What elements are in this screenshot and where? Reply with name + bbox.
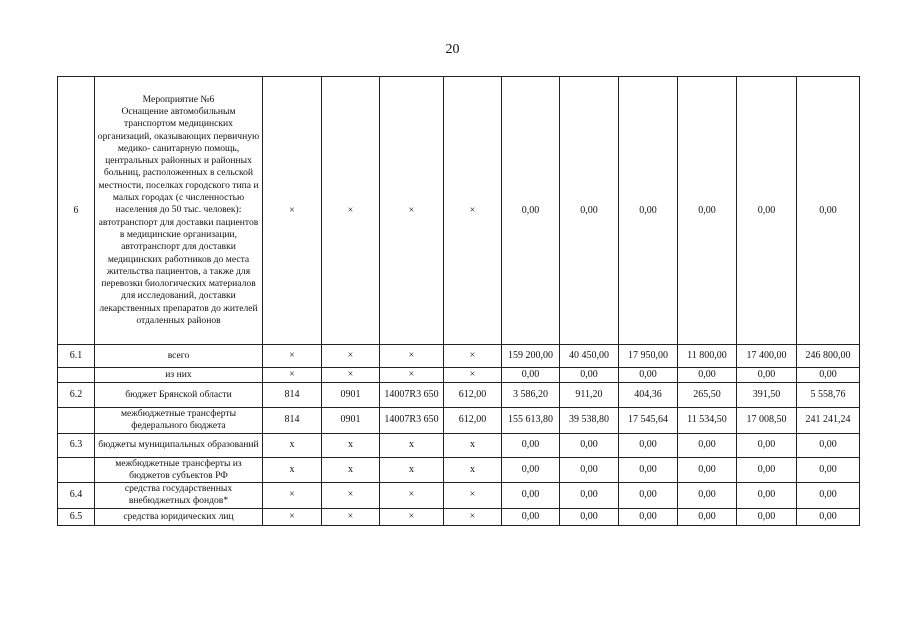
value-cell-total: 5 558,76	[797, 383, 860, 408]
table-row	[58, 368, 860, 383]
value-cell-y2022: 0,00	[678, 483, 737, 509]
value-cell-csr: ×	[380, 77, 444, 345]
row-number-cell: 6.5	[58, 508, 95, 525]
value-cell-y2023: 17 008,50	[737, 408, 797, 434]
value-cell-y2021: 0,00	[619, 433, 678, 457]
value-cell-y2022: 0,00	[678, 457, 737, 483]
value-cell-rz_pr: ×	[322, 483, 380, 509]
value-cell-csr: ×	[380, 508, 444, 525]
value-cell-grbs: х	[263, 433, 322, 457]
value-cell-total: 0,00	[797, 433, 860, 457]
value-cell-rz_pr: 0901	[322, 408, 380, 434]
table-row	[58, 345, 860, 368]
value-cell-vr: 612,00	[444, 408, 502, 434]
row-number-cell: 6.3	[58, 433, 95, 457]
value-cell-total: 0,00	[797, 483, 860, 509]
value-cell-grbs: ×	[263, 345, 322, 368]
value-cell-vr: 612,00	[444, 383, 502, 408]
value-cell-vr: ×	[444, 345, 502, 368]
table-row	[58, 508, 860, 525]
value-cell-csr: х	[380, 433, 444, 457]
value-cell-y2022: 0,00	[678, 368, 737, 383]
value-cell-vr: х	[444, 457, 502, 483]
value-cell-y2023: 0,00	[737, 508, 797, 525]
table-row	[58, 433, 860, 457]
value-cell-y2021: 404,36	[619, 383, 678, 408]
row-number-cell: 6.4	[58, 483, 95, 509]
value-cell-y2020: 0,00	[560, 457, 619, 483]
value-cell-csr: ×	[380, 368, 444, 383]
row-number-cell	[58, 368, 95, 383]
value-cell-y2021: 0,00	[619, 483, 678, 509]
value-cell-y2019: 0,00	[502, 77, 560, 345]
table-row	[58, 483, 860, 509]
row-name-cell: Мероприятие №6 Оснащение автомобильным транспортом медицинских организаций, оказывающих первичную медико- санитарную помощь, центральных районных и районных больниц, расположенных в сельской местности, поселках городского типа и малых городах (с численностью населения до 50 тыс. человек): автотранспорт для доставки пациентов в медицинские организации, автотранспорт для доставки медицинских работников до места жительства пациентов, а также для перевозки биологических материалов для исследований, доставки лекарственных препаратов до жителей отдаленных районов	[95, 77, 263, 345]
row-name-cell: всего	[95, 345, 263, 368]
value-cell-y2023: 0,00	[737, 483, 797, 509]
row-name-cell: бюджет Брянской области	[95, 383, 263, 408]
value-cell-y2019: 159 200,00	[502, 345, 560, 368]
row-name-cell: из них	[95, 368, 263, 383]
value-cell-total: 241 241,24	[797, 408, 860, 434]
value-cell-y2020: 0,00	[560, 508, 619, 525]
value-cell-total: 0,00	[797, 508, 860, 525]
value-cell-grbs: 814	[263, 383, 322, 408]
value-cell-rz_pr: ×	[322, 508, 380, 525]
value-cell-csr: х	[380, 457, 444, 483]
value-cell-y2020: 0,00	[560, 77, 619, 345]
value-cell-grbs: ×	[263, 77, 322, 345]
table-row	[58, 408, 860, 434]
value-cell-csr: 14007R3 650	[380, 408, 444, 434]
value-cell-y2019: 0,00	[502, 508, 560, 525]
value-cell-y2019: 0,00	[502, 457, 560, 483]
row-name-cell: средства государственных внебюджетных фондов*	[95, 483, 263, 509]
value-cell-y2021: 17 950,00	[619, 345, 678, 368]
table-row	[58, 383, 860, 408]
value-cell-y2023: 0,00	[737, 433, 797, 457]
value-cell-y2019: 3 586,20	[502, 383, 560, 408]
value-cell-grbs: ×	[263, 508, 322, 525]
row-number-cell	[58, 457, 95, 483]
value-cell-total: 246 800,00	[797, 345, 860, 368]
value-cell-y2023: 0,00	[737, 77, 797, 345]
value-cell-y2019: 0,00	[502, 368, 560, 383]
value-cell-total: 0,00	[797, 368, 860, 383]
value-cell-rz_pr: ×	[322, 77, 380, 345]
value-cell-y2019: 155 613,80	[502, 408, 560, 434]
value-cell-grbs: ×	[263, 368, 322, 383]
value-cell-vr: ×	[444, 77, 502, 345]
row-number-cell: 6.1	[58, 345, 95, 368]
value-cell-y2021: 0,00	[619, 508, 678, 525]
row-number-cell: 6	[58, 77, 95, 345]
value-cell-total: 0,00	[797, 77, 860, 345]
row-number-cell: 6.2	[58, 383, 95, 408]
value-cell-total: 0,00	[797, 457, 860, 483]
value-cell-y2022: 11 800,00	[678, 345, 737, 368]
table-row	[58, 457, 860, 483]
value-cell-y2020: 39 538,80	[560, 408, 619, 434]
row-name-cell: межбюджетные трансферты из бюджетов субъектов РФ	[95, 457, 263, 483]
value-cell-y2022: 0,00	[678, 508, 737, 525]
row-name-cell: бюджеты муниципальных образований	[95, 433, 263, 457]
value-cell-y2020: 40 450,00	[560, 345, 619, 368]
value-cell-y2020: 0,00	[560, 368, 619, 383]
value-cell-rz_pr: 0901	[322, 383, 380, 408]
value-cell-y2023: 17 400,00	[737, 345, 797, 368]
value-cell-rz_pr: х	[322, 433, 380, 457]
value-cell-y2020: 0,00	[560, 433, 619, 457]
value-cell-y2021: 17 545,64	[619, 408, 678, 434]
value-cell-y2022: 11 534,50	[678, 408, 737, 434]
value-cell-y2019: 0,00	[502, 433, 560, 457]
value-cell-csr: ×	[380, 345, 444, 368]
value-cell-y2021: 0,00	[619, 77, 678, 345]
value-cell-grbs: ×	[263, 483, 322, 509]
value-cell-rz_pr: ×	[322, 345, 380, 368]
budget-table	[57, 76, 860, 526]
value-cell-csr: ×	[380, 483, 444, 509]
value-cell-vr: ×	[444, 508, 502, 525]
value-cell-vr: х	[444, 433, 502, 457]
value-cell-y2023: 0,00	[737, 457, 797, 483]
value-cell-y2021: 0,00	[619, 457, 678, 483]
value-cell-y2022: 0,00	[678, 433, 737, 457]
value-cell-y2019: 0,00	[502, 483, 560, 509]
value-cell-rz_pr: ×	[322, 368, 380, 383]
value-cell-y2023: 0,00	[737, 368, 797, 383]
value-cell-y2020: 911,20	[560, 383, 619, 408]
table-row	[58, 77, 860, 345]
row-number-cell	[58, 408, 95, 434]
value-cell-y2022: 0,00	[678, 77, 737, 345]
row-name-cell: межбюджетные трансферты федерального бюджета	[95, 408, 263, 434]
row-name-cell: средства юридических лиц	[95, 508, 263, 525]
value-cell-csr: 14007R3 650	[380, 383, 444, 408]
value-cell-y2022: 265,50	[678, 383, 737, 408]
value-cell-vr: ×	[444, 483, 502, 509]
page-number: 20	[445, 42, 460, 57]
value-cell-vr: ×	[444, 368, 502, 383]
value-cell-y2020: 0,00	[560, 483, 619, 509]
value-cell-rz_pr: х	[322, 457, 380, 483]
value-cell-grbs: 814	[263, 408, 322, 434]
value-cell-y2021: 0,00	[619, 368, 678, 383]
value-cell-y2023: 391,50	[737, 383, 797, 408]
value-cell-grbs: х	[263, 457, 322, 483]
